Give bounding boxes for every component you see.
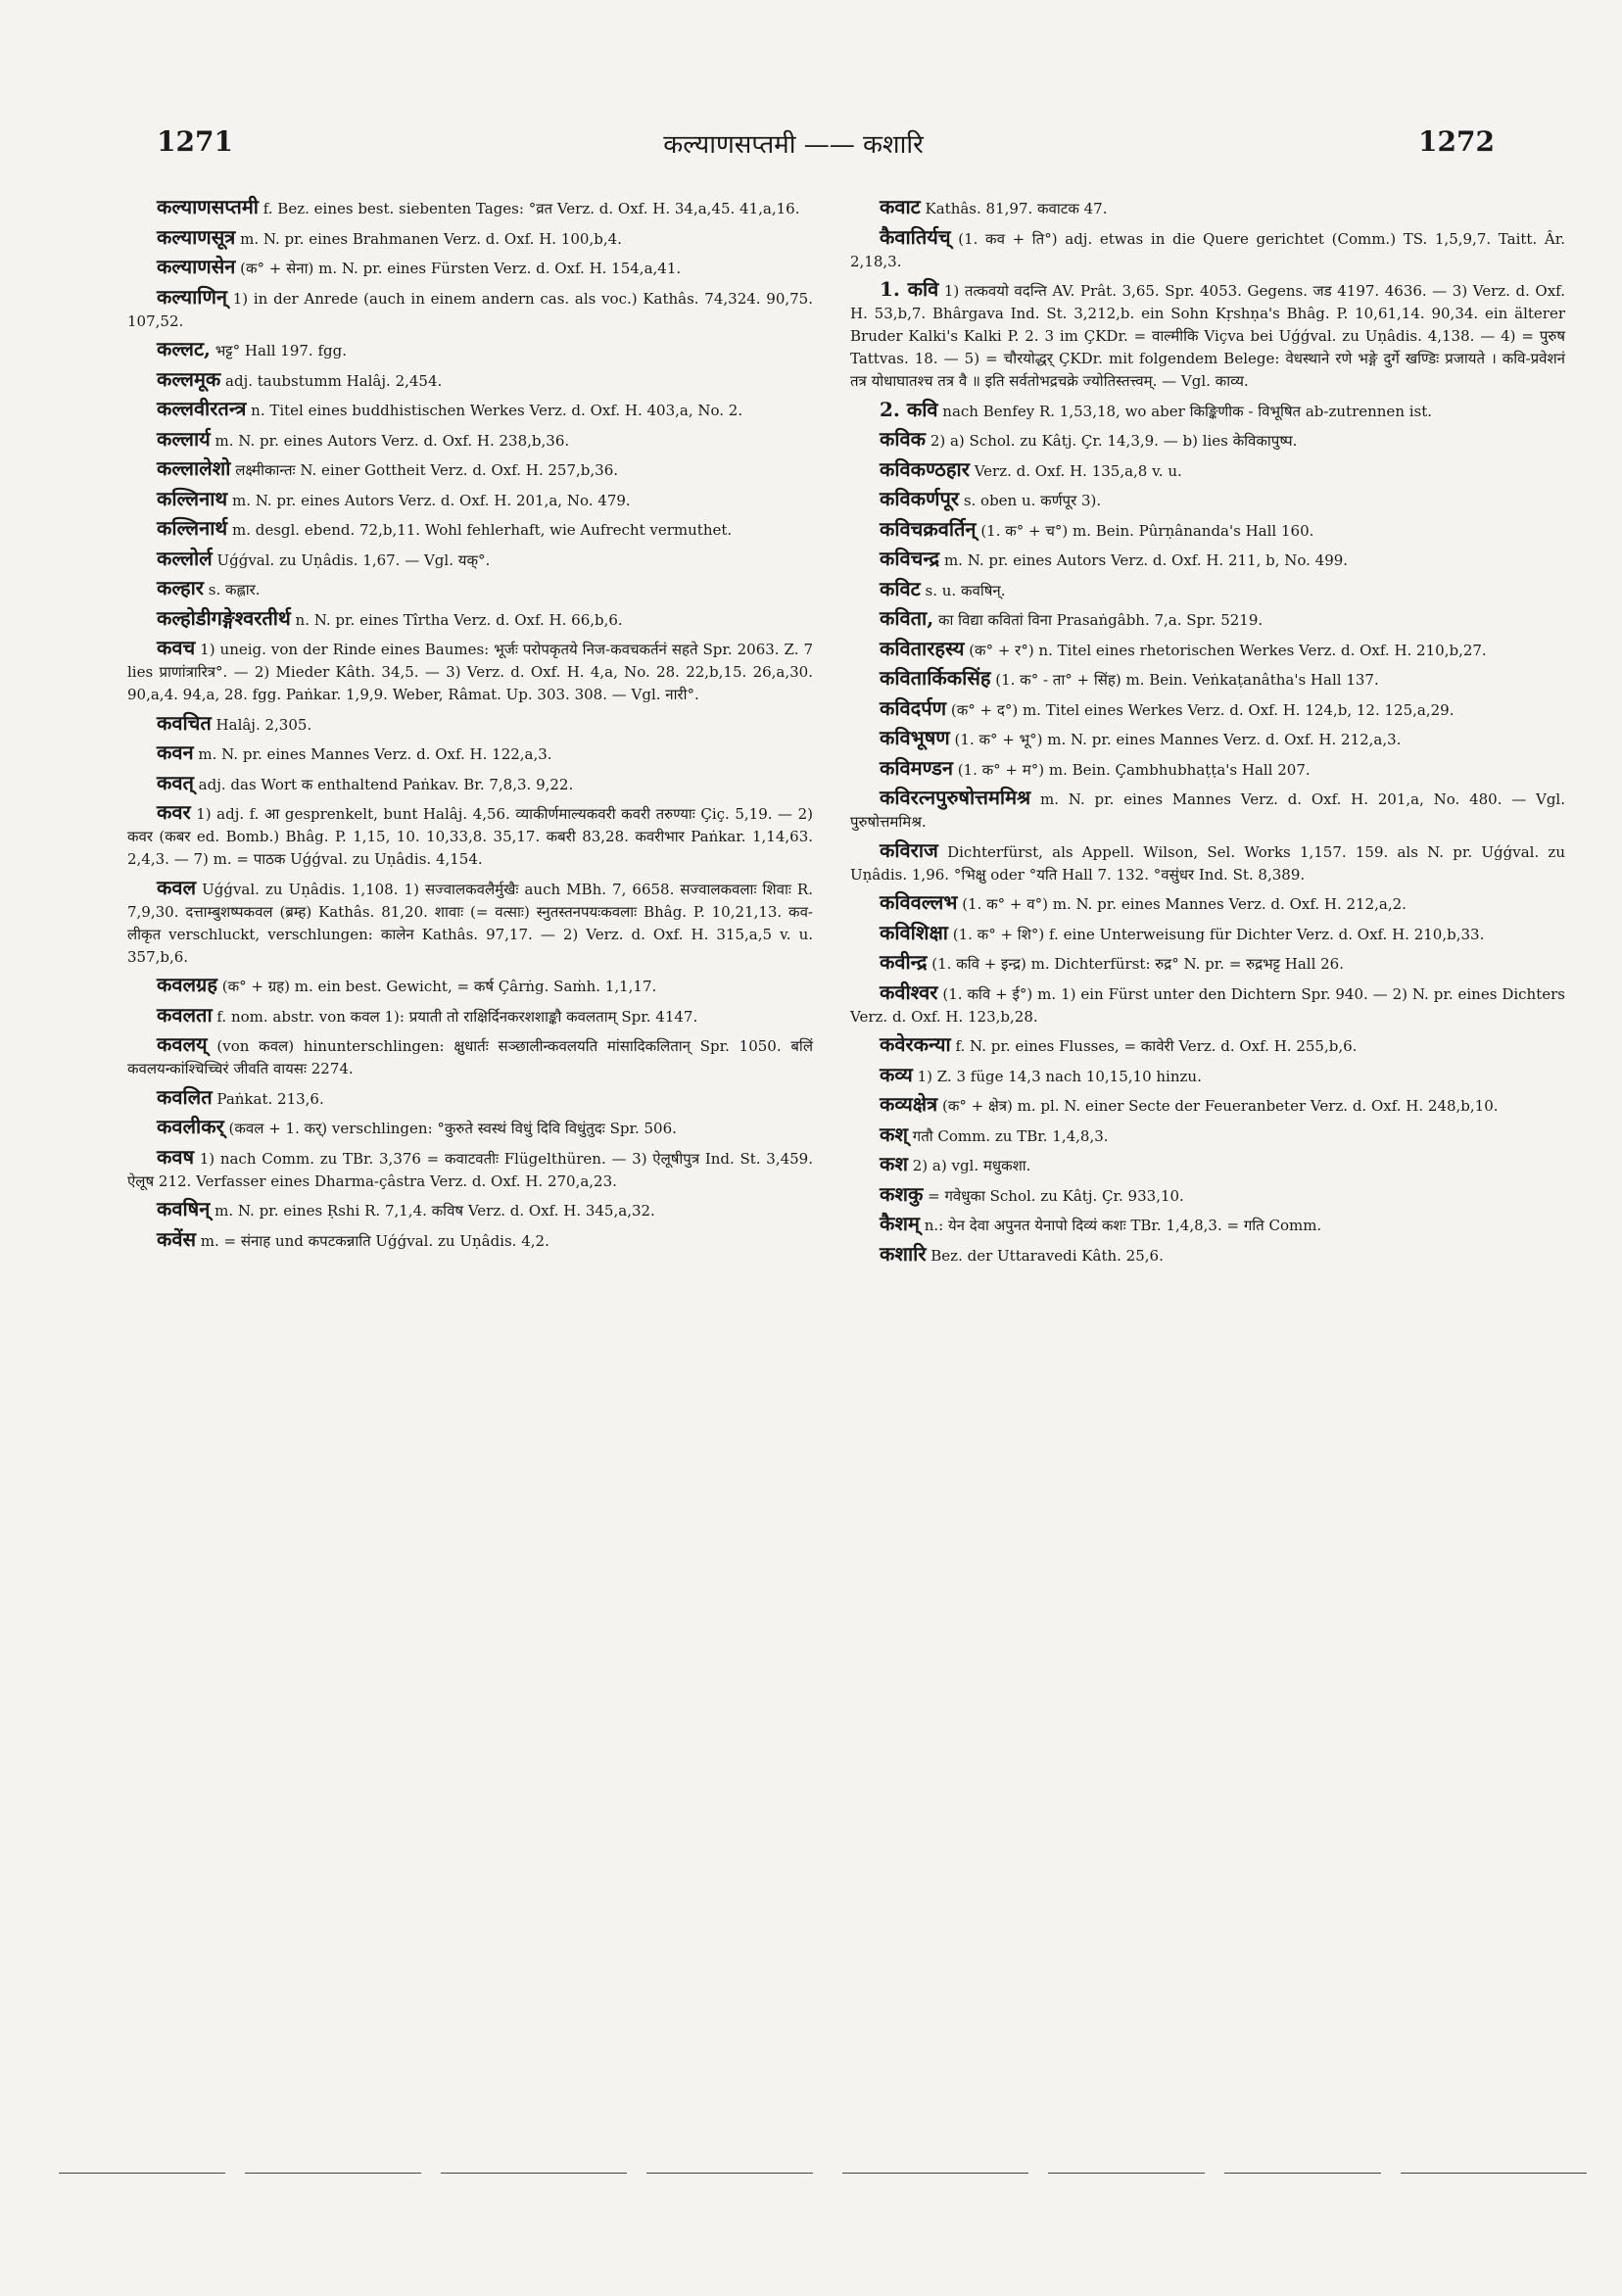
dictionary-entry	[850, 727, 1565, 751]
footer-rule	[1224, 2173, 1381, 2174]
entry-definition: Uǵǵval. zu Uṇâdis. 1,108. 1) सज्वालकवलैर्मुखैः auch MBh. 7, 6658. सज्वालकवलाः शिवाः R. 7,9,30. दत्ताम्बुशष्पकवल (ब्रम्ह) Kathâs. 81,20. शावाः (= वत्साः) स्नुतस्तनपयःकवलाः Bhâg. P. 10,21,13. कव-लीकृत verschluckt, verschlungen: कालेन Kathâs. 97,17. — 2) Verz. d. Oxf. H. 315,a,5 v. u. 357,b,6.	[127, 880, 813, 966]
entry-headword: 1. कवि	[880, 277, 939, 301]
dictionary-entry	[127, 772, 813, 796]
entry-definition: s. oben u. कर्णपूर 3).	[963, 492, 1102, 509]
entry-headword: कवलता	[157, 1002, 213, 1027]
entry-headword: कल्याणिन्	[157, 284, 228, 309]
dictionary-entry	[850, 578, 1565, 602]
dictionary-entry	[850, 1033, 1565, 1058]
entry-definition: m. N. pr. eines Autors Verz. d. Oxf. H. 211, b, No. 499.	[943, 551, 1349, 569]
dictionary-entry	[850, 1153, 1565, 1177]
dictionary-entry	[127, 548, 813, 572]
dictionary-entry	[127, 488, 813, 512]
dictionary-entry	[127, 637, 813, 706]
entry-headword: कविचन्द्र	[880, 547, 940, 570]
entry-definition: (1. क° + व°) m. N. pr. eines Mannes Verz. d. Oxf. H. 212,a,2.	[962, 895, 1407, 913]
entry-headword: कल्लिनार्थ	[157, 516, 228, 540]
entry-headword: कल्लट,	[157, 337, 211, 360]
entry-definition: m. N. pr. eines Autors Verz. d. Oxf. H. 238,b,36.	[215, 431, 570, 450]
entry-definition: (1. क° + शि°) f. eine Unterweisung für Dichter Verz. d. Oxf. H. 210,b,33.	[952, 925, 1485, 943]
entry-definition: m. N. pr. eines Mannes Verz. d. Oxf. H. 122,a,3.	[198, 745, 552, 763]
dictionary-entry	[127, 428, 813, 453]
entry-headword: कवष	[157, 1144, 195, 1169]
entry-definition: (1. कवि + इन्द्र) m. Dichterfürst: रुद्र° N. pr. = रुद्रभट्ट Hall 26.	[931, 955, 1344, 973]
entry-headword: कव्य	[880, 1062, 913, 1086]
entry-definition: s. कह्लार.	[208, 581, 261, 598]
entry-headword: कविट	[880, 576, 921, 600]
entry-headword: कविशिक्षा	[880, 920, 948, 944]
dictionary-entry	[850, 196, 1565, 220]
entry-definition: (क° + द°) m. Titel eines Werkes Verz. d. Oxf. H. 124,b, 12. 125,a,29.	[950, 700, 1455, 719]
entry-definition: 2) a) Schol. zu Kâtj. Çr. 14,3,9. — b) lies केविकापुष्प.	[930, 432, 1298, 450]
dictionary-entry	[850, 697, 1565, 722]
footer-rule	[842, 2173, 1028, 2174]
entry-definition: = गवेधुका Schol. zu Kâtj. Çr. 933,10.	[928, 1186, 1184, 1205]
entry-headword: कवषिन्	[157, 1197, 211, 1220]
dictionary-entry	[127, 1146, 813, 1193]
entry-headword: कल्लिनाथ	[157, 486, 228, 510]
entry-headword: कल्याणसप्तमी	[157, 195, 259, 218]
dictionary-entry	[850, 548, 1565, 572]
entry-definition: (1. कवि + ई°) m. 1) ein Fürst unter den Dichtern Spr. 940. — 2) N. pr. eines Dichters Verz. d. Oxf. H. 123,b,28.	[850, 984, 1565, 1026]
footer-rule	[59, 2173, 225, 2174]
entry-definition: n. N. pr. eines Tîrtha Verz. d. Oxf. H. 66,b,6.	[295, 610, 623, 629]
entry-definition: Uǵǵval. zu Uṇâdis. 1,67. — Vgl. यक्°.	[216, 550, 491, 569]
entry-definition: भट्ट° Hall 197. fgg.	[215, 342, 347, 359]
dictionary-entry	[127, 741, 813, 766]
entry-headword: कविदर्पण	[880, 695, 947, 720]
entry-headword: कविकर्णपूर	[880, 487, 960, 510]
dictionary-entry	[850, 891, 1565, 916]
entry-headword: कैशम्	[880, 1212, 920, 1235]
footer-rule	[1401, 2173, 1587, 2174]
entry-definition: m. = संनाह und कपटकन्नाति Uǵǵval. zu Uṇâdis. 4,2.	[200, 1231, 549, 1250]
entry-definition: (क° + क्षेत्र) m. pl. N. einer Secte der Feueranbeter Verz. d. Oxf. H. 248,b,10.	[941, 1097, 1499, 1115]
left-column	[127, 196, 813, 1258]
entry-headword: 2. कवि	[880, 397, 938, 421]
dictionary-entry	[127, 517, 813, 542]
entry-definition: m. N. pr. eines Ṛshi R. 7,1,4. कविष Verz. d. Oxf. H. 345,a,32.	[215, 1202, 655, 1220]
entry-headword: कविमण्डन	[880, 755, 953, 780]
dictionary-entry	[127, 398, 813, 422]
entry-definition: 1) Z. 3 füge 14,3 nach 10,15,10 hinzu.	[917, 1067, 1202, 1085]
dictionary-entry	[127, 457, 813, 482]
entry-headword: कविक	[880, 427, 927, 451]
entry-definition: m. N. pr. eines Brahmanen Verz. d. Oxf. H. 100,b,4.	[240, 229, 622, 248]
entry-definition: 1) uneig. von der Rinde eines Baumes: भूर्जः परोपकृतये निज-कवचकर्तनं सहते Spr. 2063. Z. 7 lies प्राणांत्रारित्र°. — 2) Mieder Kâth. 34,5. — 3) Verz. d. Oxf. H. 4,a, No. 28. 22,b,15. 26,a,30. 90,a,4. 94,a, 28. fgg. Paṅkar. 1,9,9. Weber, Râmat. Up. 303. 308. — Vgl. नारी°.	[127, 641, 813, 703]
entry-headword: कविरत्नपुरुषोत्तममिश्र	[880, 786, 1031, 809]
dictionary-entry	[850, 1064, 1565, 1088]
entry-definition: n.: येन देवा अपुनत येनापो दिव्यं कशः TBr. 1,4,8,3. = गति Comm.	[924, 1217, 1322, 1234]
entry-headword: कवलग्रह	[157, 973, 217, 996]
dictionary-entry	[850, 981, 1565, 1028]
entry-definition: m. N. pr. eines Mannes Verz. d. Oxf. H. 201,a, No. 480. — Vgl. पुरुषोत्तममिश्र.	[850, 790, 1565, 831]
entry-headword: कवितारहस्य	[880, 636, 965, 660]
entry-headword: कल्लमूक	[157, 366, 221, 391]
entry-headword: कवर	[157, 800, 191, 824]
entry-definition: f. N. pr. eines Flusses, = कावेरी Verz. d. Oxf. H. 255,b,6.	[955, 1037, 1358, 1055]
dictionary-entry	[127, 801, 813, 871]
entry-definition: f. Bez. eines best. siebenten Tages: °व्रत Verz. d. Oxf. H. 34,a,45. 41,a,16.	[262, 200, 800, 217]
dictionary-entry	[127, 877, 813, 969]
entry-definition: गतौ Comm. zu TBr. 1,4,8,3.	[912, 1126, 1109, 1145]
entry-headword: कवलित	[157, 1084, 213, 1109]
entry-headword: कविराज	[880, 837, 938, 862]
entry-headword: कविता,	[880, 606, 934, 630]
entry-definition: (क° + ग्रह) m. ein best. Gewicht, = कर्ष Çârṅg. Saṁh. 1,1,17.	[221, 978, 657, 995]
dictionary-entry	[850, 951, 1565, 976]
entry-definition: (1. क° + च°) m. Bein. Pûrṇânanda's Hall 160.	[980, 521, 1314, 540]
dictionary-entry	[127, 712, 813, 737]
dictionary-entry	[850, 922, 1565, 946]
footer-rule	[646, 2173, 813, 2174]
entry-headword: कवीन्द्र	[880, 950, 928, 974]
left-page-number: 1271	[157, 125, 233, 158]
entry-headword: कवचित	[157, 710, 212, 735]
dictionary-entry	[850, 1093, 1565, 1118]
dictionary-entry	[127, 256, 813, 280]
entry-headword: कल्याणसेन	[157, 255, 236, 278]
dictionary-entry	[127, 338, 813, 362]
entry-headword: कवच	[157, 636, 196, 659]
entry-headword: कल्होडीगङ्गेश्वरतीर्थ	[157, 605, 291, 630]
dictionary-entry	[850, 518, 1565, 543]
footer-rules	[0, 2173, 1622, 2176]
dictionary-entry	[127, 1004, 813, 1028]
entry-definition: m. N. pr. eines Autors Verz. d. Oxf. H. 201,a, No. 479.	[231, 491, 631, 509]
dictionary-entry	[850, 458, 1565, 483]
entry-headword: कवन	[157, 741, 194, 764]
entry-definition: m. desgl. ebend. 72,b,11. Wohl fehlerhaft, wie Aufrecht vermuthet.	[231, 521, 733, 539]
entry-definition: 1) तत्कवयो वदन्ति AV. Prât. 3,65. Spr. 4053. Gegens. जड 4197. 4636. — 3) Verz. d. Oxf. H. 53,b,7. Bhârgava Ind. St. 3,212,b. ein Sohn Kṛshṇa's Bhâg. P. 10,61,14. 90,34. ein älterer Bruder Kalki's Kalki P. 2. 3 im ÇKDr. = वाल्मीकि Viçva bei Uǵǵval. zu Uṇâdis. 4,138. — 4) = पुरुष Tattvas. 18. — 5) = चौरयोद्धर् ÇKDr. mit folgendem Belege: वेधस्थाने रणे भङ्गे दुर्गे खण्डिः प्रजायते । कवि-प्रवेशनं तत्र योधाघातश्च तत्र वै ॥ इति सर्वतोभद्रचक्रे ज्योतिस्तत्त्वम्. — Vgl. काव्य.	[850, 282, 1565, 390]
entry-headword: कल्लार्य	[157, 426, 211, 451]
page-header	[0, 125, 1622, 174]
dictionary-entry	[850, 399, 1565, 423]
dictionary-entry	[127, 1086, 813, 1111]
entry-headword: कशकु	[880, 1181, 924, 1206]
entry-headword: कश	[880, 1152, 908, 1175]
entry-headword: कवीश्वर	[880, 980, 938, 1004]
entry-definition: 1) in der Anrede (auch in einem andern cas. als voc.) Kathâs. 74,324. 90,75. 107,52.	[127, 289, 813, 330]
dictionary-entry	[850, 278, 1565, 393]
entry-headword: कल्लोर्ल	[157, 546, 213, 570]
dictionary-entry	[850, 757, 1565, 782]
entry-definition: Verz. d. Oxf. H. 135,a,8 v. u.	[974, 461, 1182, 480]
dictionary-entry	[850, 839, 1565, 886]
footer-rule	[1048, 2173, 1205, 2174]
entry-definition: 1) adj. f. आ gesprenkelt, bunt Halâj. 4,56. व्याकीर्णमाल्यकवरी कवरी तरुण्याः Çiç. 5,19. — 2) कवर (कबर ed. Bomb.) Bhâg. P. 1,15, 10. 10,33,8. 35,17. कबरी 83,28. कवरीभार Paṅkar. 1,14,63. 2,4,3. — 7) m. = पाठक Uǵǵval. zu Uṇâdis. 4,154.	[127, 805, 813, 868]
entry-headword: कल्हार	[157, 576, 204, 599]
entry-definition: (1. क° + म°) m. Bein. Çambhubhaṭṭa's Hall 207.	[957, 760, 1311, 779]
entry-headword: कविकण्ठहार	[880, 456, 970, 481]
dictionary-entry	[850, 1243, 1565, 1268]
entry-definition: Dichterfürst, als Appell. Wilson, Sel. Works 1,157. 159. als N. pr. Uǵǵval. zu Uṇâdis. 1,96. °भिक्षु oder °यति Hall 7. 132. °वसुंधर Ind. St. 8,389.	[850, 842, 1565, 884]
entry-definition: (क° + र°) n. Titel eines rhetorischen Werkes Verz. d. Oxf. H. 210,b,27.	[969, 641, 1487, 659]
dictionary-entry	[850, 226, 1565, 273]
right-page-number: 1272	[1418, 125, 1495, 158]
entry-definition: लक्ष्मीकान्तः N. einer Gottheit Verz. d. Oxf. H. 257,b,36.	[235, 461, 619, 479]
entry-definition: (1. क° - ता° + सिंह) m. Bein. Veṅkaṭanâtha's Hall 137.	[995, 671, 1379, 689]
dictionary-entry	[850, 428, 1565, 453]
entry-headword: कवेंस	[157, 1226, 196, 1251]
entry-definition: Bez. der Uttaravedi Kâth. 25,6.	[930, 1246, 1164, 1265]
entry-headword: कवल	[157, 875, 197, 899]
entry-headword: कवितार्किकसिंह	[880, 666, 991, 690]
entry-headword: कविवल्लभ	[880, 890, 958, 914]
entry-definition: adj. taubstumm Halâj. 2,454.	[225, 371, 443, 390]
dictionary-entry	[127, 577, 813, 601]
dictionary-entry	[127, 226, 813, 251]
dictionary-entry	[850, 667, 1565, 692]
entry-definition: n. Titel eines buddhistischen Werkes Verz. d. Oxf. H. 403,a, No. 2.	[251, 402, 743, 419]
entry-headword: कवाट	[880, 195, 921, 218]
entry-headword: कवत्	[157, 770, 194, 794]
running-title: कल्याणसप्तमी —— कशारि	[663, 130, 924, 160]
entry-headword: कवलीकर्	[157, 1115, 224, 1138]
entry-headword: कैवातिर्यच्	[880, 224, 951, 249]
entry-definition: adj. das Wort क enthaltend Paṅkav. Br. 7,8,3. 9,22.	[198, 775, 574, 793]
entry-definition: Paṅkat. 213,6.	[216, 1089, 324, 1108]
entry-headword: कविभूषण	[880, 726, 950, 749]
dictionary-entry	[127, 368, 813, 393]
entry-definition: 1) nach Comm. zu TBr. 3,376 = कवाटवतीः Flügelthüren. — 3) ऐलूषीपुत्र Ind. St. 3,459. ऐलूष 212. Verfasser eines Dharma-çâstra Verz. d. Oxf. H. 270,a,23.	[127, 1149, 813, 1190]
entry-headword: कल्याणसूत्र	[157, 224, 236, 249]
dictionary-entry	[127, 1116, 813, 1140]
entry-definition: (1. क° + भू°) m. N. pr. eines Mannes Verz. d. Oxf. H. 212,a,3.	[954, 731, 1402, 748]
entry-definition: (क° + सेना) m. N. pr. eines Fürsten Verz. d. Oxf. H. 154,a,41.	[240, 260, 682, 277]
entry-definition: (von कवल) hinunterschlingen: क्षुधार्तः सञ्छालीन्कवलयति मांसादिकलितान् Spr. 1050. बलिं कवलयन्कांश्चिच्चिरं जीवति वायसः 2274.	[127, 1037, 813, 1077]
entry-headword: कवलय्	[157, 1032, 208, 1056]
entry-headword: कवेरकन्या	[880, 1032, 951, 1056]
entry-definition: (1. कव + ति°) adj. etwas in die Quere gerichtet (Comm.) TS. 1,5,9,7. Taitt. Âr. 2,18,3.	[850, 229, 1565, 270]
dictionary-entry	[850, 607, 1565, 632]
entry-headword: कशारि	[880, 1241, 927, 1266]
entry-headword: कल्लवीरतन्त्र	[157, 397, 247, 420]
dictionary-entry	[127, 1228, 813, 1253]
dictionary-entry	[127, 286, 813, 333]
right-column	[850, 196, 1565, 1272]
dictionary-entry	[850, 1213, 1565, 1237]
footer-rule	[245, 2173, 421, 2174]
entry-headword: कल्लालेशो	[157, 456, 231, 480]
dictionary-entry	[127, 607, 813, 632]
dictionary-entry	[127, 196, 813, 220]
entry-headword: कविचक्रवर्तिन्	[880, 516, 977, 541]
dictionary-entry	[127, 974, 813, 998]
entry-definition: Halâj. 2,305.	[215, 715, 312, 734]
dictionary-entry	[850, 488, 1565, 512]
entry-headword: कव्यक्षेत्र	[880, 1092, 938, 1116]
dictionary-entry	[850, 1124, 1565, 1148]
entry-definition: 2) a) vgl. मधुकशा.	[912, 1157, 1031, 1174]
entry-definition: nach Benfey R. 1,53,18, wo aber किङ्किणीक - विभूषित ab-zutrennen ist.	[942, 402, 1433, 420]
dictionary-entry	[850, 787, 1565, 834]
dictionary-entry	[127, 1033, 813, 1080]
entry-headword: कश्	[880, 1122, 908, 1146]
entry-definition: s. u. कवषिन्.	[925, 581, 1006, 599]
entry-definition: का विद्या कवितां विना Prasaṅgâbh. 7,a. Spr. 5219.	[937, 611, 1264, 629]
entry-definition: (कवल + 1. कर्) verschlingen: °कुरुते स्वस्थं विधुं दिवि विधुंतुदः Spr. 506.	[228, 1120, 677, 1137]
dictionary-entry	[850, 638, 1565, 662]
entry-definition: Kathâs. 81,97. कवाटक 47.	[925, 200, 1108, 217]
dictionary-entry	[850, 1183, 1565, 1208]
entry-definition: f. nom. abstr. von कवल 1): प्रयाती तो राक्षिर्दिनकरशशाङ्कौ कवलताम् Spr. 4147.	[216, 1007, 698, 1026]
dictionary-entry	[127, 1198, 813, 1222]
footer-rule	[441, 2173, 627, 2174]
